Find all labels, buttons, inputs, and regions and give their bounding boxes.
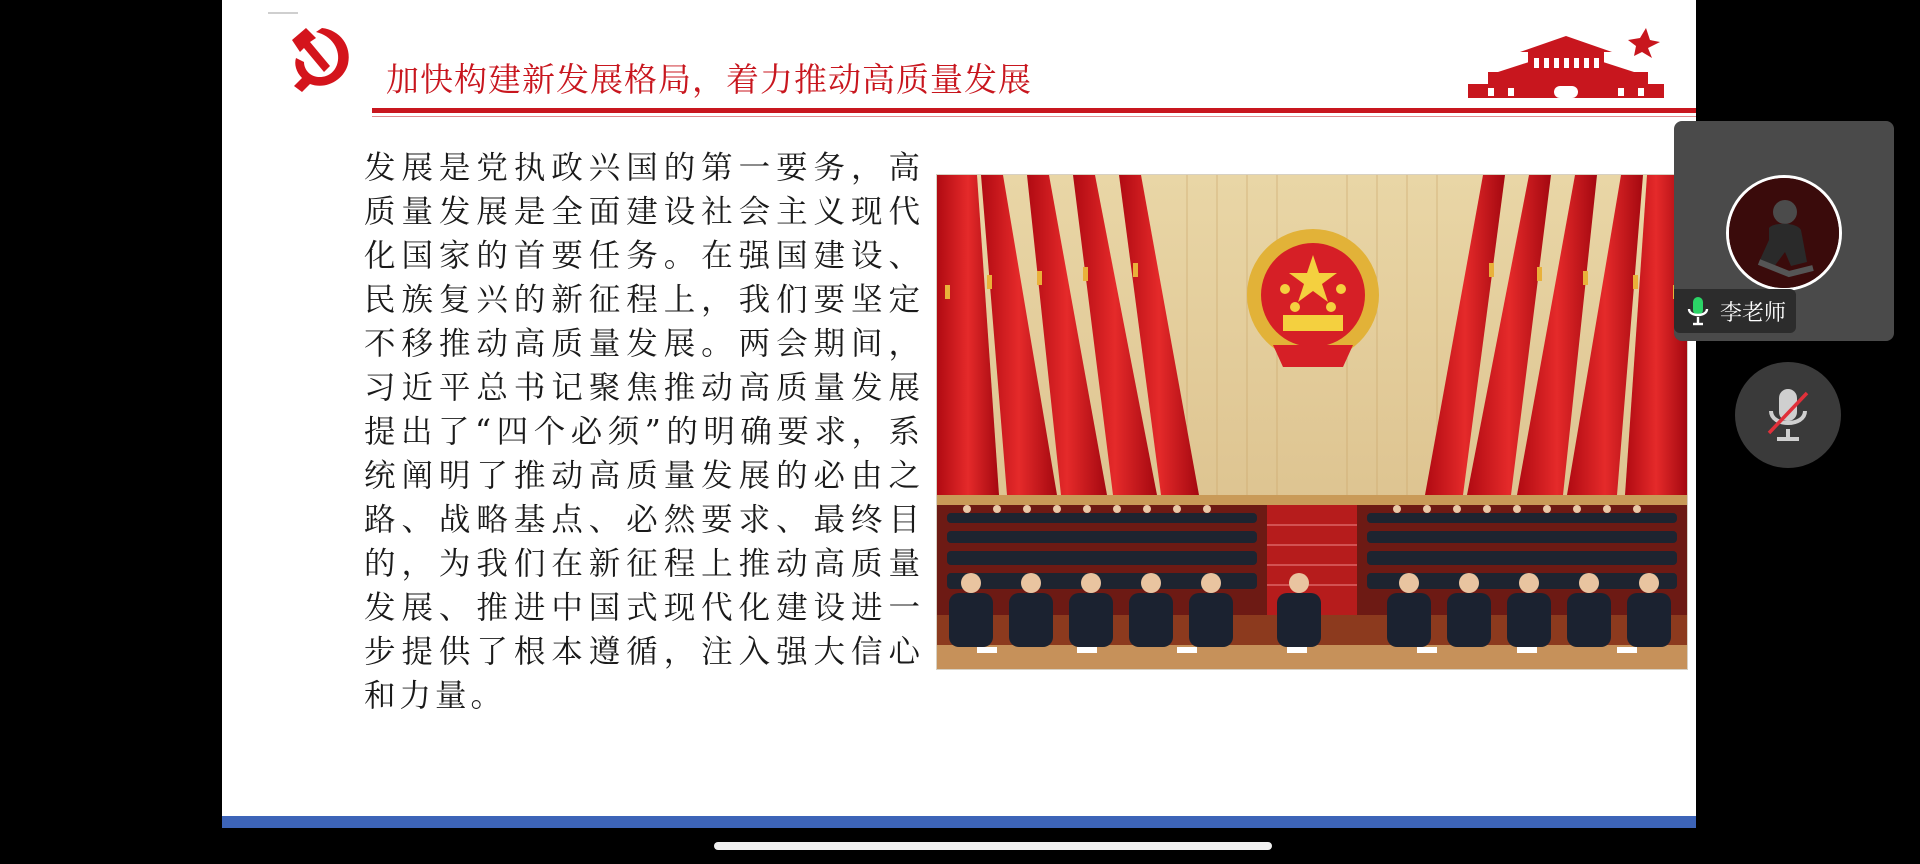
presentation-slide bbox=[222, 0, 1696, 828]
participant-name-tag bbox=[1674, 289, 1796, 333]
mute-microphone-button[interactable] bbox=[1735, 362, 1841, 468]
slide-bottom-bar bbox=[222, 816, 1696, 828]
hammer-and-sickle-icon bbox=[282, 20, 358, 96]
tiananmen-gate-icon bbox=[1468, 28, 1664, 108]
title-divider bbox=[372, 108, 1696, 113]
microphone-active-icon bbox=[1684, 295, 1712, 327]
participant-name: 李老师 bbox=[1720, 300, 1787, 326]
title-divider-thin bbox=[372, 116, 1696, 117]
home-indicator-bar[interactable] bbox=[714, 842, 1272, 850]
slide-body-text: 发展是党执政兴国的第一要务，高质量发展是全面建设社会主义现代化国家的首要任务。在强国建设、民族复兴的新征程上，我们要坚定不移推动高质量发展。两会期间，习近平总书记聚焦推动高质量发展提出了“四个必须”的明确要求，系统阐明了推动高质量发展的必由之路、战略基点、必然要求、最终目的，为我们在新征程上推动高质量发展、推进中国式现代化建设进一步提供了根本遵循，注入强大信心和力量。 bbox=[364, 150, 924, 714]
slide-title: 加快构建新发展格局，着力推动高质量发展 bbox=[386, 60, 1032, 99]
participant-video-tile[interactable] bbox=[1674, 121, 1894, 341]
national-congress-hall-photo bbox=[936, 174, 1688, 670]
participant-avatar bbox=[1726, 175, 1842, 291]
slide-corner-mark bbox=[268, 12, 298, 14]
microphone-muted-icon bbox=[1765, 385, 1811, 445]
